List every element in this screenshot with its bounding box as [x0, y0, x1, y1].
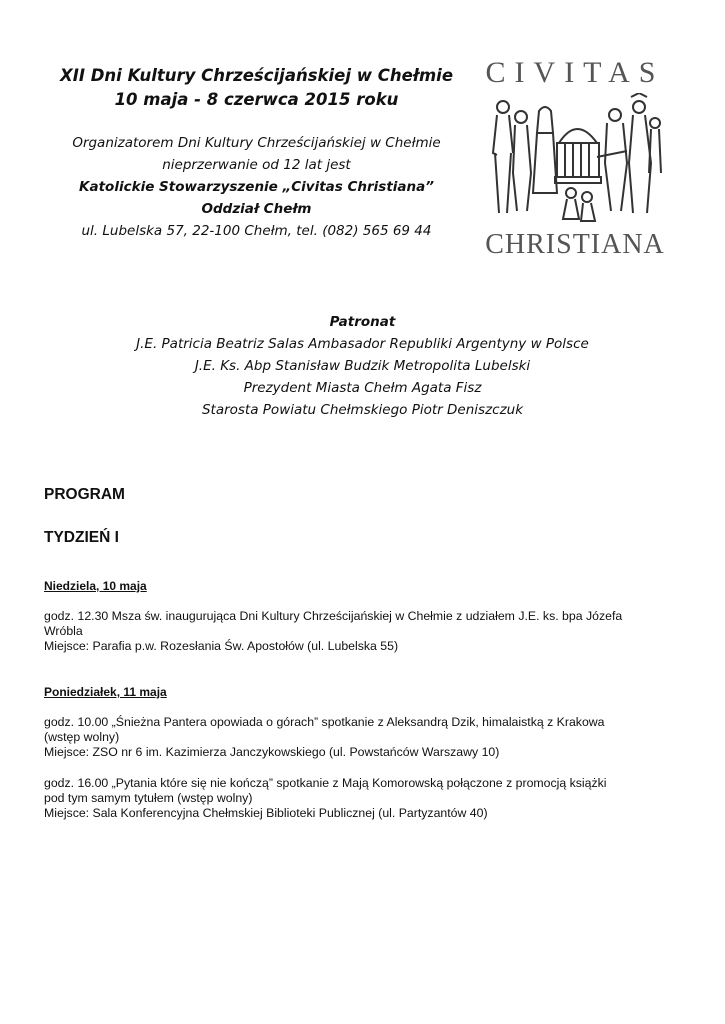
- week-heading: TYDZIEŃ I: [44, 529, 119, 546]
- document-header: [44, 64, 469, 242]
- patronage-heading: Patronat: [329, 314, 396, 330]
- day-heading: Poniedziałek, 11 maja: [44, 685, 167, 699]
- patron-line: J.E. Ks. Abp Stanisław Budzik Metropolita Lubelski: [194, 358, 531, 374]
- event-description: godz. 12.30 Msza św. inaugurująca Dni Kultury Chrześcijańskiej w Chełmie z udziałem J.E. ks. bpa Józefa: [44, 609, 623, 623]
- event-location: Miejsce: ZSO nr 6 im. Kazimierza Janczykowskiego (ul. Powstańców Warszawy 10): [44, 745, 500, 759]
- program-section: [44, 486, 684, 821]
- event-description: godz. 10.00 „Śnieżna Pantera opowiada o górach” spotkanie z Aleksandrą Dzik, himalaistką z Krakowa: [44, 715, 605, 729]
- organizer-line-2: nieprzerwanie od 12 lat jest: [162, 157, 351, 173]
- event-description-cont: pod tym samym tytułem (wstęp wolny): [44, 791, 253, 805]
- day-heading: Niedziela, 10 maja: [44, 579, 147, 593]
- event-location: Miejsce: Parafia p.w. Rozesłania Św. Apostołów (ul. Lubelska 55): [44, 639, 399, 653]
- organizer-line-1: Organizatorem Dni Kultury Chrześcijańskiej w Chełmie: [72, 135, 441, 151]
- event-description-cont: Wróbla: [44, 624, 83, 638]
- civitas-christiana-emblem-icon: [487, 93, 663, 227]
- program-heading: PROGRAM: [44, 486, 125, 503]
- organizer-name: Katolickie Stowarzyszenie „Civitas Christiana”: [79, 179, 434, 195]
- program-event: [44, 715, 684, 760]
- patron-line: Starosta Powiatu Chełmskiego Piotr Deniszczuk: [201, 402, 524, 418]
- logo-bottom-word: CHRISTIANA: [485, 229, 665, 260]
- organizer-branch: Oddział Chełm: [201, 201, 312, 217]
- event-title: XII Dni Kultury Chrześcijańskiej w Chełmie: [59, 66, 454, 85]
- organizer-block: [44, 132, 469, 242]
- event-description-cont: (wstęp wolny): [44, 730, 120, 744]
- event-location: Miejsce: Sala Konferencyjna Chełmskiej Biblioteki Publicznej (ul. Partyzantów 40): [44, 806, 488, 820]
- program-event: [44, 609, 684, 654]
- organizer-address: ul. Lubelska 57, 22-100 Chełm, tel. (082) 565 69 44: [81, 223, 432, 239]
- patron-line: Prezydent Miasta Chełm Agata Fisz: [243, 380, 482, 396]
- program-event: [44, 776, 684, 821]
- event-description: godz. 16.00 „Pytania które się nie kończą” spotkanie z Mają Komorowską połączone z promocją książki: [44, 776, 607, 790]
- logo-top-word: CIVITAS: [485, 56, 665, 89]
- patron-line: J.E. Patricia Beatriz Salas Ambasador Republiki Argentyny w Polsce: [136, 336, 589, 352]
- civitas-christiana-logo: [485, 55, 665, 270]
- patronage-section: [60, 311, 665, 421]
- event-dates: 10 maja - 8 czerwca 2015 roku: [114, 90, 399, 109]
